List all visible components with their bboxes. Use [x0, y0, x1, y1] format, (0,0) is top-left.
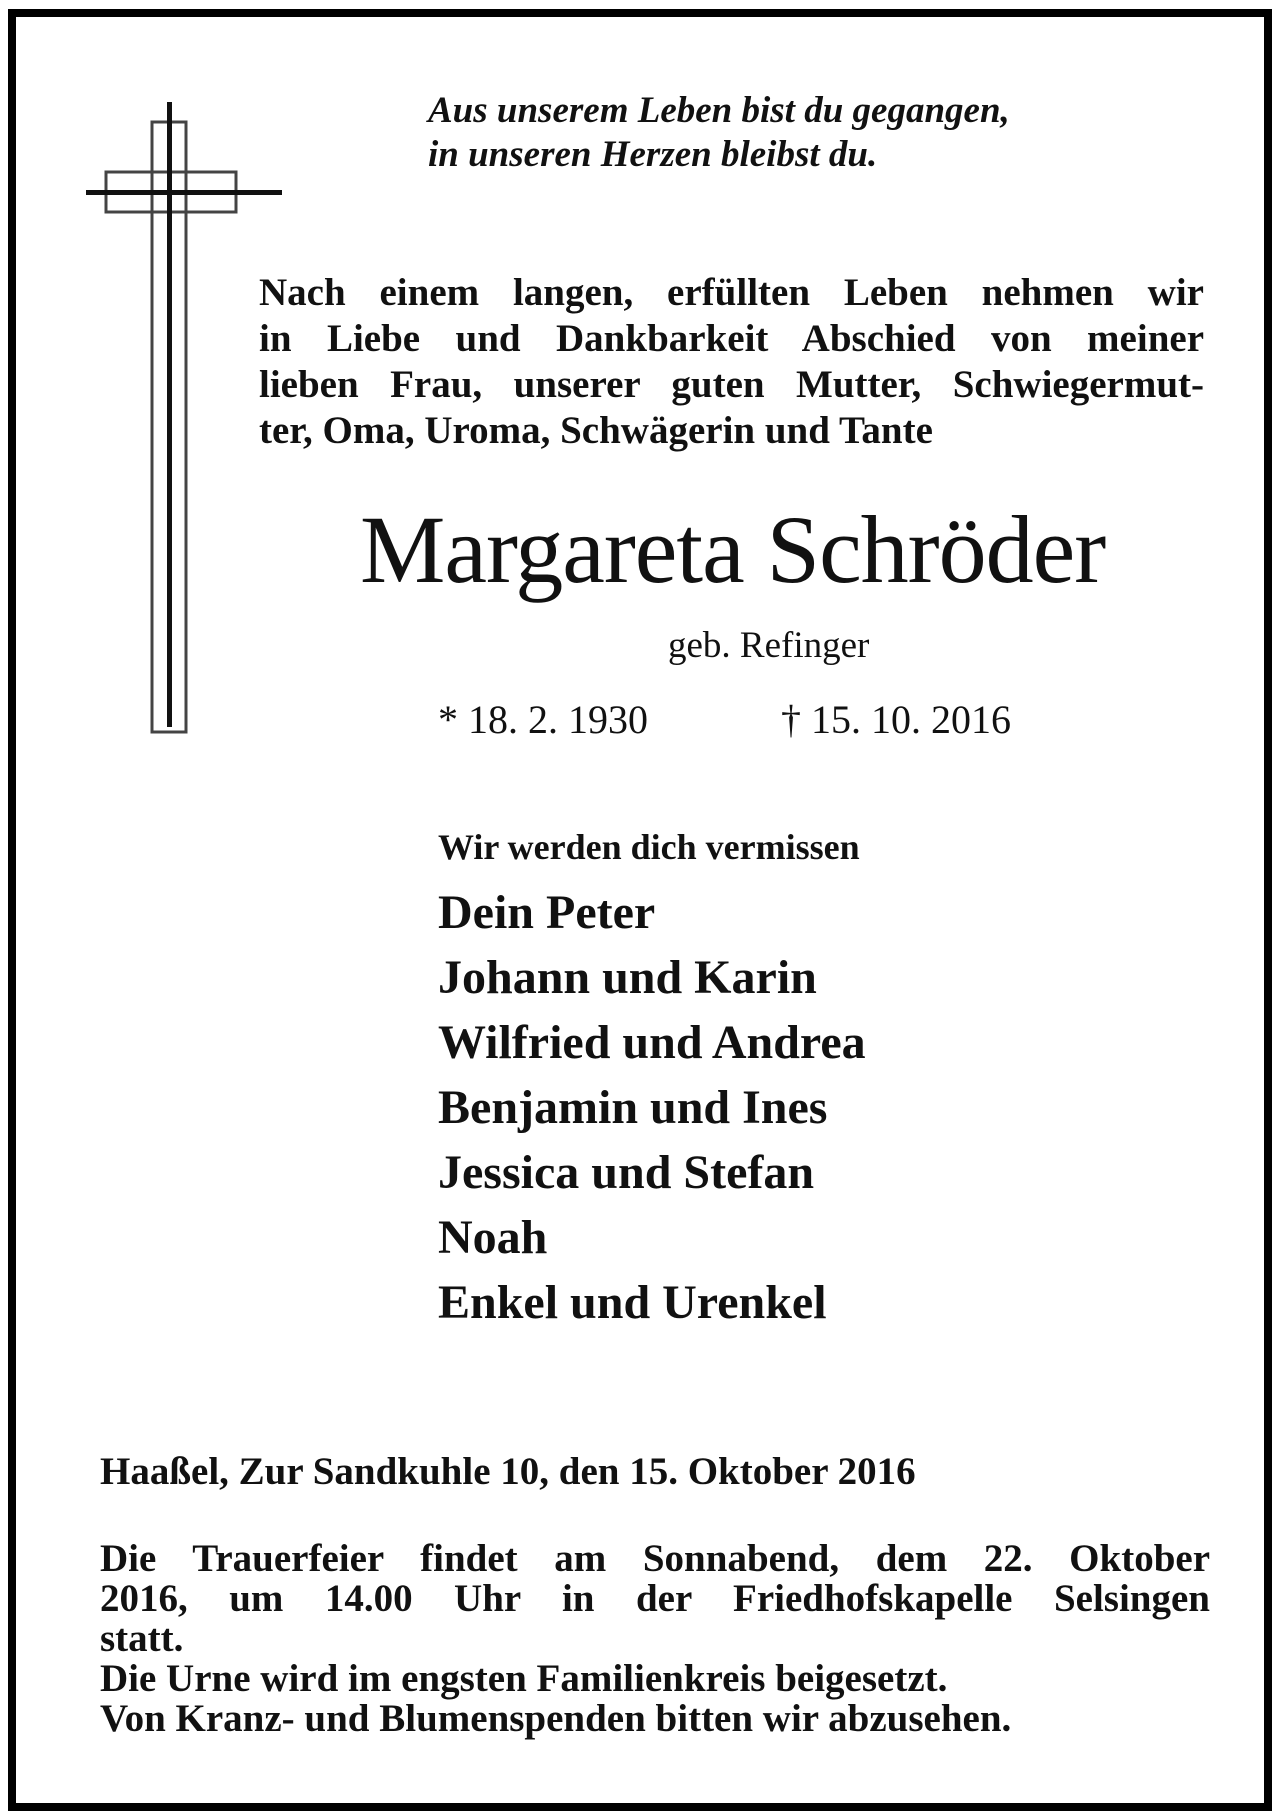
death-date: † 15. 10. 2016 — [781, 697, 1011, 742]
place-date: Haaßel, Zur Sandkuhle 10, den 15. Oktober 2016 — [100, 1450, 916, 1493]
mourner: Jessica und Stefan — [438, 1146, 815, 1199]
mourners-intro: Wir werden dich vermissen — [438, 827, 860, 867]
notes-line: Die Urne wird im engsten Familienkreis beigesetzt. — [100, 1657, 948, 1700]
intro-line: Nach einem langen, erfüllten Leben nehmen wir — [259, 271, 1204, 314]
notes-line: 2016, um 14.00 Uhr in der Friedhofskapelle Selsingen — [100, 1577, 1210, 1620]
mourner: Dein Peter — [438, 886, 656, 939]
mourner: Benjamin und Ines — [438, 1081, 828, 1134]
funeral-notes — [100, 1539, 1210, 1739]
notes-line: Die Trauerfeier findet am Sonnabend, dem 22. Oktober — [100, 1537, 1210, 1580]
obituary-frame — [8, 9, 1272, 1811]
intro-line: ter, Oma, Uroma, Schwägerin und Tante — [259, 409, 933, 452]
notes-line: Von Kranz- und Blumenspenden bitten wir abzusehen. — [100, 1697, 1012, 1740]
intro-line: in Liebe und Dankbarkeit Abschied von meiner — [259, 317, 1204, 360]
notes-line: statt. — [100, 1617, 184, 1660]
intro-text — [259, 270, 1204, 454]
cross-icon — [86, 102, 286, 742]
mourner: Johann und Karin — [438, 951, 817, 1004]
intro-line: lieben Frau, unserer guten Mutter, Schwiegermut- — [259, 363, 1204, 406]
mourner: Noah — [438, 1211, 548, 1264]
mourner: Wilfried und Andrea — [438, 1016, 866, 1069]
motto-line: Aus unserem Leben bist du gegangen, — [428, 90, 1010, 131]
mourner: Enkel und Urenkel — [438, 1276, 827, 1329]
deceased-name: Margareta Schröder — [360, 496, 1106, 603]
birth-date: * 18. 2. 1930 — [438, 697, 648, 742]
maiden-name: geb. Refinger — [668, 625, 870, 666]
motto-line: in unseren Herzen bleibst du. — [428, 134, 878, 175]
mourners-list — [438, 880, 866, 1335]
motto — [428, 89, 1010, 177]
